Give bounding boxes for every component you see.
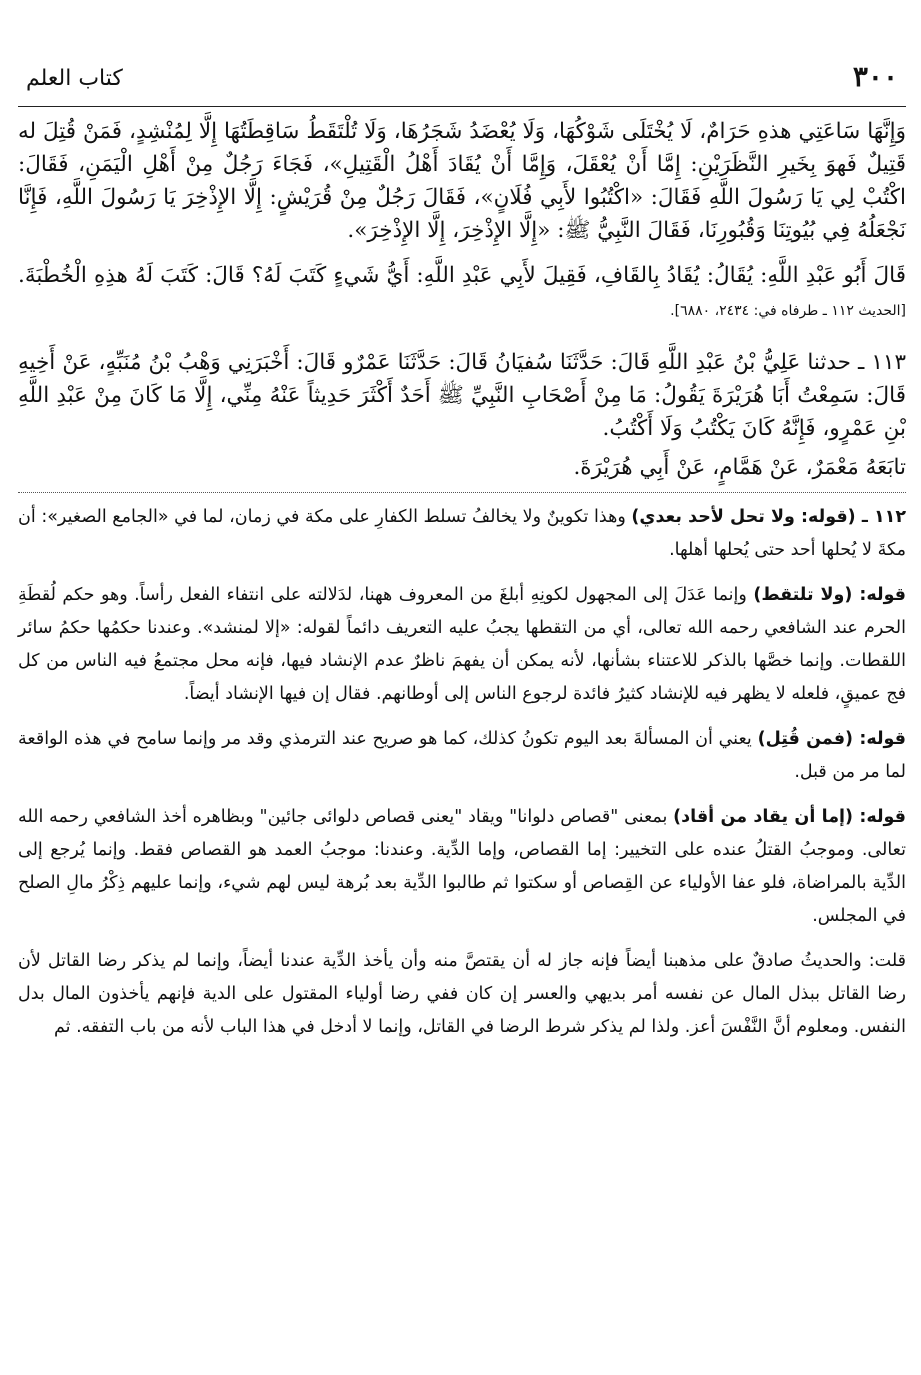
commentary-text: يعني أن المسألةَ بعد اليوم تكونُ كذلك، كما هو صريح عند الترمذي وقد مر وإنما سامح في هذه الواقعة لما مر من قبل.: [18, 729, 906, 782]
hadith-113-text: ١١٣ ـ حدثنا عَلِيُّ بْنُ عَبْدِ اللَّهِ قَالَ: حَدَّثَنَا سُفيَانُ قَالَ: حَدَّثَنَا عَمْرٌو قَالَ: أَخْبَرَنِي وَهْبُ بْنُ مُنَبِّهٍ، عَنْ أَخِيهِ قَالَ: سَمِعْتُ أَبَا هُرَيْرَةَ يَقُولُ: مَا مِنْ أَصْحَابِ النَّبِيِّ ﷺ أَحَدٌ أَكْثَرَ حَدِيثاً عَنْهُ مِنِّي، إِلَّا مَا كَانَ مِنْ عَبْدِ اللَّهِ بْنِ عَمْرٍو، فَإِنَّهُ كَانَ يَكْتُبُ وَلَا أَكْتُبُ.: [18, 350, 906, 441]
commentary-lead: قوله: (ولا تلتقط): [753, 585, 906, 605]
spacer: [18, 567, 906, 579]
hadith-112-reference: [الحديث ١١٢ ـ طرفاه في: ٢٤٣٤، ٦٨٨٠].: [670, 303, 906, 319]
commentary-text: وإنما عَدَلَ إلى المجهول لكونِهِ أبلغَ من المعروف ههنا، لدَلالته على انتفاء الفعل رأساً. وهو حكم لُقطَةِ الحرم عند الشافعي رحمه الله تعالى، أي من التقطها يجبُ عليه التعريف دائماً لقوله: «إلا لمنشد». وعندنا حكمُها حكمُ سائر اللقطات. وإنما خصَّها بالذكر للاعتناء بشأنها، لأنه يمكن أن يفهمَ ناظرٌ عدم الإنشاد فيها، فإنه محل مجتمعُ فيه الناس من كل فج عميقٍ، فلعله لا يظهر فيه للإنشاد كثيرُ فائدة لرجوع الناس إلى أوطانهم. فقال إن فيها الإنشاد أيضاً.: [18, 585, 906, 704]
section-divider: [18, 492, 906, 493]
hadith-113-follow: تابَعَهُ مَعْمَرٌ، عَنْ هَمَّامٍ، عَنْ أَبِي هُرَيْرَةَ.: [573, 455, 906, 480]
commentary-paragraph-3: [18, 723, 906, 789]
commentary-paragraph-5: [18, 945, 906, 1044]
page-header: [18, 56, 906, 107]
document-page: [18, 56, 906, 1346]
spacer: [18, 247, 906, 259]
spacer: [18, 711, 906, 723]
commentary-lead: ١١٢ ـ (قوله: ولا تحل لأحد بعدي): [631, 507, 906, 527]
spacer: [18, 933, 906, 945]
spacer: [18, 328, 906, 346]
book-title: كتاب العلم: [26, 66, 123, 91]
page-number: ٣٠٠: [852, 60, 898, 93]
commentary-text: قلت: والحديثُ صادقٌ على مذهبنا أيضاً فإنه جاز له أن يقتصَّ منه وأن يأخذ الدِّية عندنا أيضاً، وإنما لم يذكر رضا القاتل لأن رضا القاتل ببذل المال عن نفسه أمر بديهي والعسر إن كان ففي رضا أولياء المقتول على الدية فإنهم يأخذون المال بدل النفس. ومعلوم أنَّ النَّفْسَ أعز. ولذا لم يذكر شرط الرضا في القاتل، وإنما لا أدخل في هذا الباب لأنه من باب التفقه. ثم: [18, 951, 906, 1037]
commentary-lead: قوله: (إما أن يقاد من أقاد): [673, 807, 906, 827]
abu-abdullah-note: [18, 259, 906, 328]
commentary-text: بمعنى "قصاص دلوانا" ويقاد "يعنى قصاص دلوائى جائين" وبظاهره أخذ الشافعي رحمه الله تعالى. وموجبُ القتلُ عنده على التخيير: إما القصاص، وإما الدِّية. وعندنا: موجبُ العمد هو القصاص فقط. وإنما يُرجع إلى الدِّية بالمراضاة، فلو عفا الأولياء عن القِصاص أو سكتوا ثم طالبوا الدِّية بعد بُرهة ليس لهم شيء، وإنما عليهم ذِكْرُ مالِ الصلح في المجلس.: [18, 807, 906, 926]
abu-abdullah-note-text: قَالَ أَبُو عَبْدِ اللَّهِ: يُقَالُ: يُقَادُ بِالقَافِ، فَقِيلَ لأَبِي عَبْدِ اللَّهِ: أَيُّ شَيءٍ كَتَبَ لَهُ؟ قَالَ: كَتَبَ لَهُ هذِهِ الْخُطْبَةَ.: [18, 263, 906, 288]
commentary-text: وهذا تكوينٌ ولا يخالفُ تسلط الكفارِ على مكة في زمان، لما في «الجامع الصغير»: أن مكةَ لا يُحلها أحد حتى يُحلها أهلها.: [18, 507, 906, 560]
commentary-lead: قوله: (فمن قُتِل): [757, 729, 906, 749]
commentary-paragraph-1: [18, 501, 906, 567]
hadith-112-text: وَإِنَّهَا سَاعَتِي هذهِ حَرَامٌ، لَا يُخْتَلَى شَوْكُهَا، وَلَا يُعْضَدُ شَجَرُهَا، وَلَا تُلْتَقَطُ سَاقِطَتُهَا إِلَّا لِمُنْشِدٍ، فَمَنْ قُتِلَ له قَتِيلٌ فَهوَ بِخَيرِ النَّظَرَيْنِ: إِمَّا أَنْ يُعْقَلَ، وَإِمَّا أَنْ يُقَادَ أَهْلُ الْقَتِيلِ»، فَجَاءَ رَجُلٌ مِنْ أَهْلِ الْيَمَنِ، فَقَالَ: اكْتُبْ لِي يَا رَسُولَ اللَّهِ فَقَالَ: «اكْتُبُوا لأَبِي فُلَانٍ»، فَقَالَ رَجُلٌ مِنْ قُرَيْشٍ: إِلَّا الإِذْخِرَ يَا رَسُولَ اللَّهِ، فَإِنَّا نَجْعَلُهُ فِي بُيُوتِنَا وَقُبُورِنَا، فَقَالَ النَّبِيُّ ﷺ: «إِلَّا الإِذْخِرَ، إِلَّا الإِذْخِرَ».: [18, 119, 906, 243]
spacer: [18, 789, 906, 801]
commentary-paragraph-4: [18, 801, 906, 933]
commentary-paragraph-2: [18, 579, 906, 711]
